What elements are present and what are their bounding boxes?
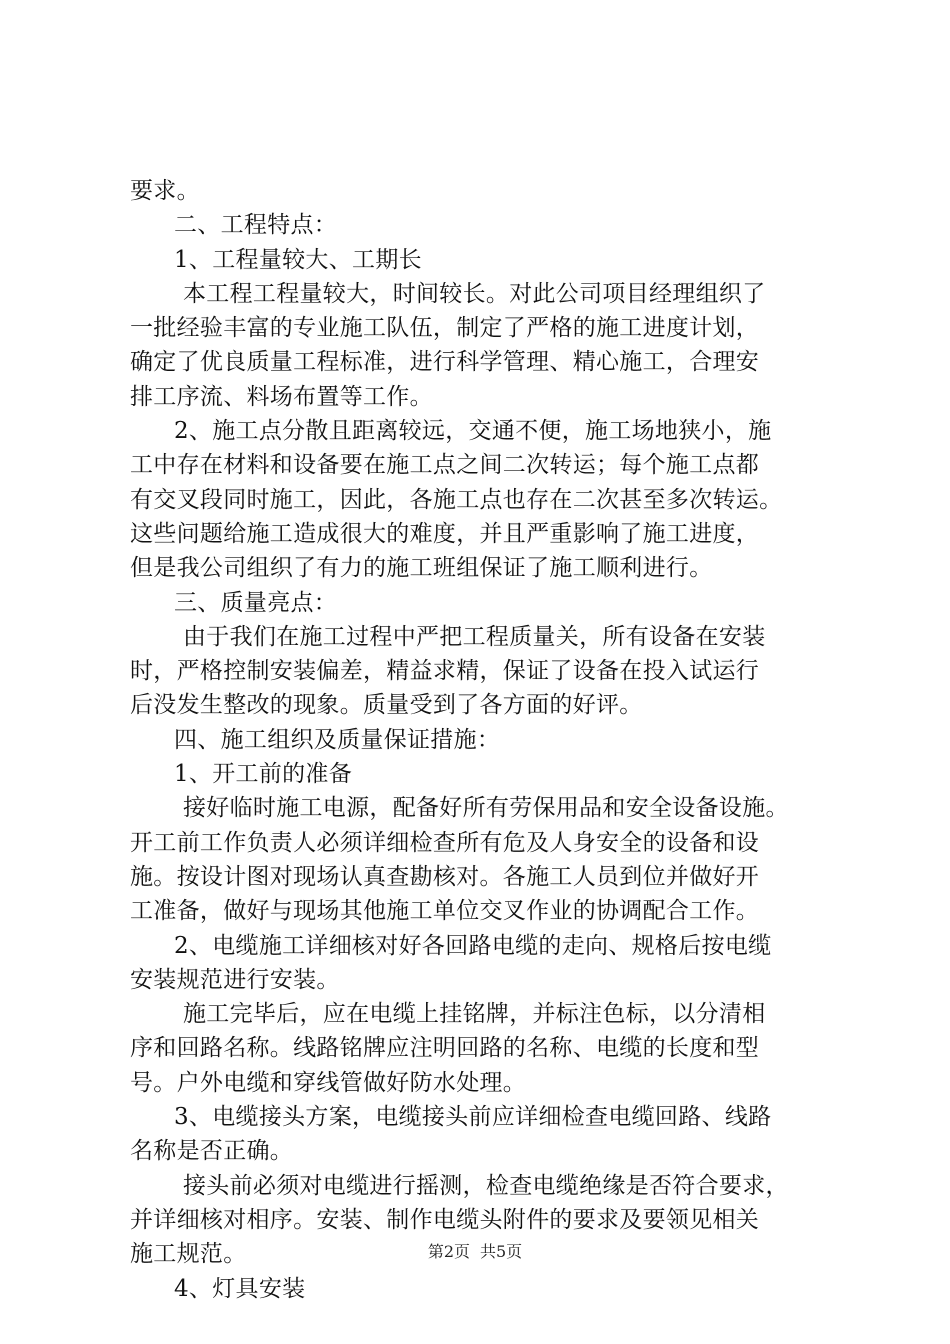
text-line: 但是我公司组织了有力的施工班组保证了施工顺利进行。 bbox=[130, 555, 713, 582]
text-line: 三、质量亮点： bbox=[174, 589, 338, 616]
text-line: 这些问题给施工造成很大的难度，并且严重影响了施工进度， bbox=[130, 520, 760, 547]
text-line: 1、开工前的准备 bbox=[174, 761, 353, 788]
text-line: 施工完毕后，应在电缆上挂铭牌，并标注色标，以分清相 bbox=[183, 1001, 766, 1028]
text-line: 4、灯具安装 bbox=[174, 1275, 306, 1302]
text-line: 接头前必须对电缆进行摇测，检查电缆绝缘是否符合要求， bbox=[183, 1172, 789, 1199]
text-line: 序和回路名称。线路铭牌应注明回路的名称、电缆的长度和型 bbox=[130, 1035, 760, 1062]
text-line: 名称是否正确。 bbox=[130, 1138, 294, 1165]
text-line: 由于我们在施工过程中严把工程质量关，所有设备在安装 bbox=[183, 623, 766, 650]
page-total: 共5页 bbox=[480, 1242, 523, 1261]
text-line: 确定了优良质量工程标准，进行科学管理、精心施工，合理安 bbox=[130, 349, 760, 376]
text-line: 并详细核对相序。安装、制作电缆头附件的要求及要领见相关 bbox=[130, 1206, 760, 1233]
text-line: 施工规范。 bbox=[130, 1241, 247, 1268]
page-footer bbox=[0, 1242, 950, 1262]
text-line: 排工序流、料场布置等工作。 bbox=[130, 383, 433, 410]
text-line: 后没发生整改的现象。质量受到了各方面的好评。 bbox=[130, 692, 643, 719]
text-line: 2、施工点分散且距离较远，交通不便，施工场地狭小，施 bbox=[174, 418, 772, 445]
text-line: 号。户外电缆和穿线管做好防水处理。 bbox=[130, 1069, 527, 1096]
text-line: 要求。 bbox=[130, 178, 200, 204]
text-line: 一批经验丰富的专业施工队伍，制定了严格的施工进度计划， bbox=[130, 315, 760, 342]
text-line: 3、电缆接头方案，电缆接头前应详细检查电缆回路、线路 bbox=[174, 1104, 772, 1131]
text-line: 本工程工程量较大，时间较长。对此公司项目经理组织了 bbox=[183, 280, 766, 307]
text-line: 工准备，做好与现场其他施工单位交叉作业的协调配合工作。 bbox=[130, 898, 760, 925]
document-body bbox=[130, 174, 830, 1306]
text-line: 开工前工作负责人必须详细检查所有危及人身安全的设备和设 bbox=[130, 829, 760, 856]
text-line: 时，严格控制安装偏差，精益求精，保证了设备在投入试运行 bbox=[130, 658, 760, 685]
text-line: 有交叉段同时施工，因此，各施工点也存在二次甚至多次转运。 bbox=[130, 486, 783, 513]
text-line: 接好临时施工电源，配备好所有劳保用品和安全设备设施。 bbox=[183, 795, 789, 822]
page-number: 第2页 bbox=[427, 1242, 470, 1261]
text-line: 四、施工组织及质量保证措施： bbox=[174, 726, 501, 753]
text-line: 安装规范进行安装。 bbox=[130, 966, 340, 993]
text-line: 二、工程特点： bbox=[174, 212, 338, 239]
text-line: 1、工程量较大、工期长 bbox=[174, 246, 422, 273]
text-line: 2、电缆施工详细核对好各回路电缆的走向、规格后按电缆 bbox=[174, 932, 772, 959]
text-line: 施。按设计图对现场认真查勘核对。各施工人员到位并做好开 bbox=[130, 863, 760, 890]
text-line: 工中存在材料和设备要在施工点之间二次转运；每个施工点都 bbox=[130, 452, 760, 479]
